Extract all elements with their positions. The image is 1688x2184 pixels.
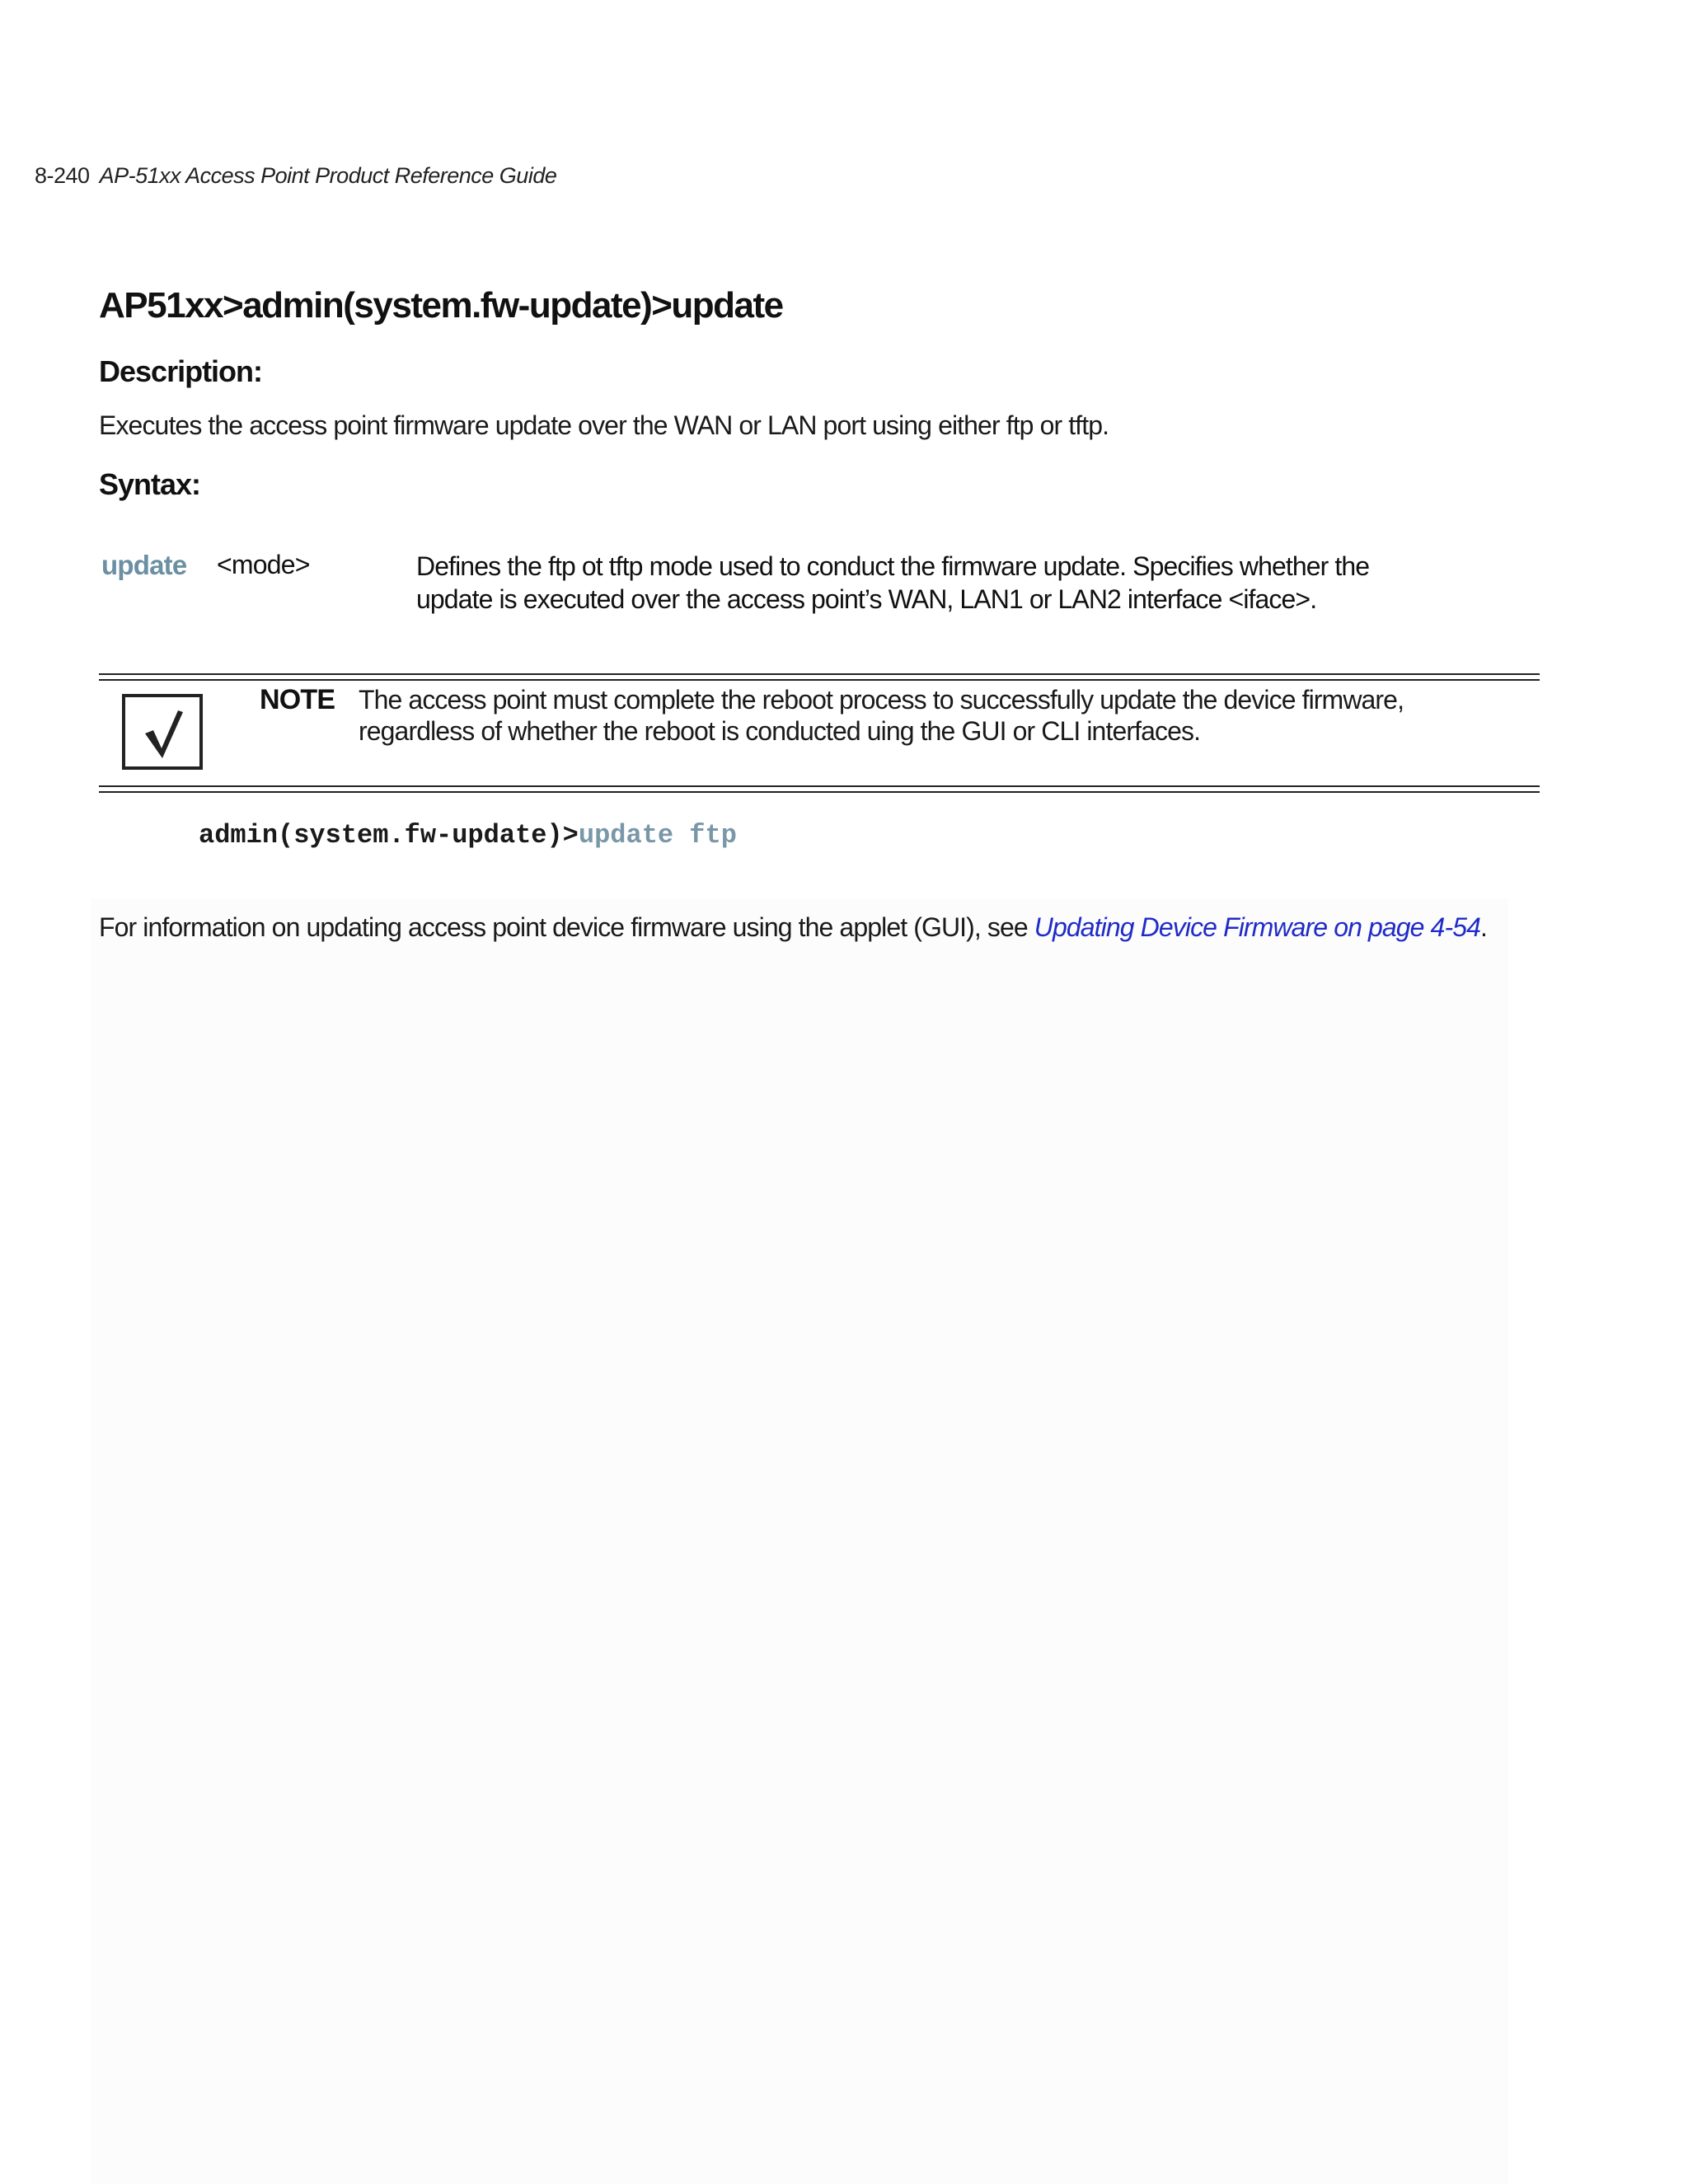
syntax-command: update (101, 550, 187, 580)
page-number: 8-240 (35, 163, 90, 188)
description-heading: Description: (99, 354, 263, 388)
note-text (359, 684, 1404, 747)
description-text: Executes the access point firmware update over the WAN or LAN port using either ftp or tftp. (99, 410, 1109, 440)
note-text-line: The access point must complete the reboot process to successfully update the device firmware, (359, 685, 1404, 715)
code-command: update ftp (578, 820, 737, 851)
checkmark-icon (122, 694, 203, 770)
note-label: NOTE (260, 684, 335, 715)
cross-reference-link[interactable]: Updating Device Firmware on page 4-54 (1034, 912, 1480, 942)
syntax-parameter: <mode> (217, 550, 310, 579)
syntax-heading: Syntax: (99, 467, 201, 501)
note-text-line: regardless of whether the reboot is conducted uing the GUI or CLI interfaces. (359, 716, 1201, 746)
syntax-definition (416, 550, 1488, 616)
info-text-end: . (1480, 912, 1487, 942)
syntax-definition-line: update is executed over the access point’s WAN, LAN1 or LAN2 interface <iface>. (416, 584, 1317, 614)
code-example (199, 820, 737, 851)
note-top-rule (99, 673, 1540, 675)
info-paragraph (99, 912, 1487, 943)
note-bottom-rule (99, 785, 1540, 787)
page-background (91, 898, 1508, 2184)
command-heading: AP51xx>admin(system.fw-update)>update (99, 285, 783, 326)
code-prompt: admin(system.fw-update)> (199, 820, 579, 851)
guide-title: AP-51xx Access Point Product Reference Guide (99, 163, 557, 188)
info-text: For information on updating access point device firmware using the applet (GUI), see (99, 912, 1034, 942)
syntax-definition-line: Defines the ftp ot tftp mode used to conduct the firmware update. Specifies whether the (416, 551, 1370, 581)
running-header (35, 163, 556, 189)
note-top-rule (99, 679, 1540, 681)
note-bottom-rule (99, 791, 1540, 793)
